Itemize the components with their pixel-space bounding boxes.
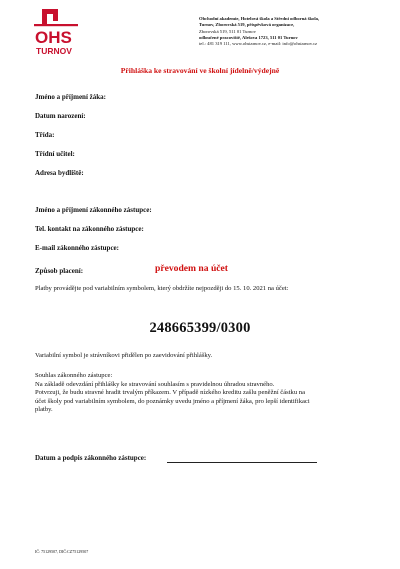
- payment-instruction: Platby provádějte pod variabilním symbolem, který obdržíte nejpozději do 15. 10. 2021 na účet:: [35, 285, 289, 292]
- logo-subtext: TURNOV: [36, 46, 72, 56]
- consent-line-1: Na základě odevzdání přihlášky ke stravování souhlasím s pravidelnou úhradou stravného.: [35, 380, 275, 388]
- guardian-name-label: Jméno a příjmení zákonného zástupce:: [35, 206, 152, 214]
- bank-account-number: 248665399/0300: [149, 320, 251, 336]
- form-title: Přihláška ke stravování ve školní jídelně/výdejně: [120, 66, 280, 75]
- org-branch: odloučené pracoviště, Alešova 1723, 511 01 Turnov: [199, 34, 298, 40]
- variable-symbol-note: Variabilní symbol je strávníkovi přidělen po zaevidování přihlášky.: [35, 352, 213, 359]
- org-address: Zborovská 519, 511 01 Turnov: [199, 28, 256, 34]
- consent-line-3: účet školy pod variabilním symbolem, do poznámky uvedu jméno a příjmení žáka, pro lepší identifikaci: [35, 397, 310, 405]
- consent-block: [35, 372, 380, 415]
- school-logo: [34, 9, 78, 57]
- guardian-phone-label: Tel. kontakt na zákonného zástupce:: [35, 225, 144, 233]
- birth-date-label: Datum narození:: [35, 112, 86, 120]
- school-info: [199, 16, 389, 47]
- consent-heading: Souhlas zákonného zástupce:: [35, 372, 113, 379]
- payment-method-label: Způsob placení:: [35, 267, 84, 275]
- guardian-email-label: E-mail zákonného zástupce:: [35, 244, 119, 252]
- student-name-label: Jméno a příjmení žáka:: [35, 93, 106, 101]
- consent-line-2: Potvrzuji, že budu stravné hradit trvalým příkazem. V případě nízkého kreditu zašlu peněžní částku na: [35, 389, 306, 397]
- org-name-line-2: Turnov, Zborovská 519, příspěvková organizace,: [199, 22, 295, 28]
- payment-method-value: převodem na účet: [155, 263, 229, 274]
- address-label: Adresa bydliště:: [35, 169, 84, 177]
- footer-tax-ids: IČ: 75129507, DIČ:CZ75129507: [35, 549, 89, 554]
- logo-text: OHS: [35, 28, 72, 47]
- class-teacher-label: Třídní učitel:: [35, 150, 75, 158]
- signature-line: [167, 462, 317, 463]
- signature-label: Datum a podpis zákonného zástupce:: [35, 454, 147, 462]
- org-contact: tel.: 481 319 111, www.ohstarnov.cz, e-mail: info@ohstarnov.cz: [199, 41, 318, 47]
- consent-line-4: platby.: [35, 406, 53, 414]
- class-label: Třída:: [35, 131, 55, 139]
- org-name-line-1: Obchodní akademie, Hotelová škola a Střední odborná škola,: [199, 16, 320, 21]
